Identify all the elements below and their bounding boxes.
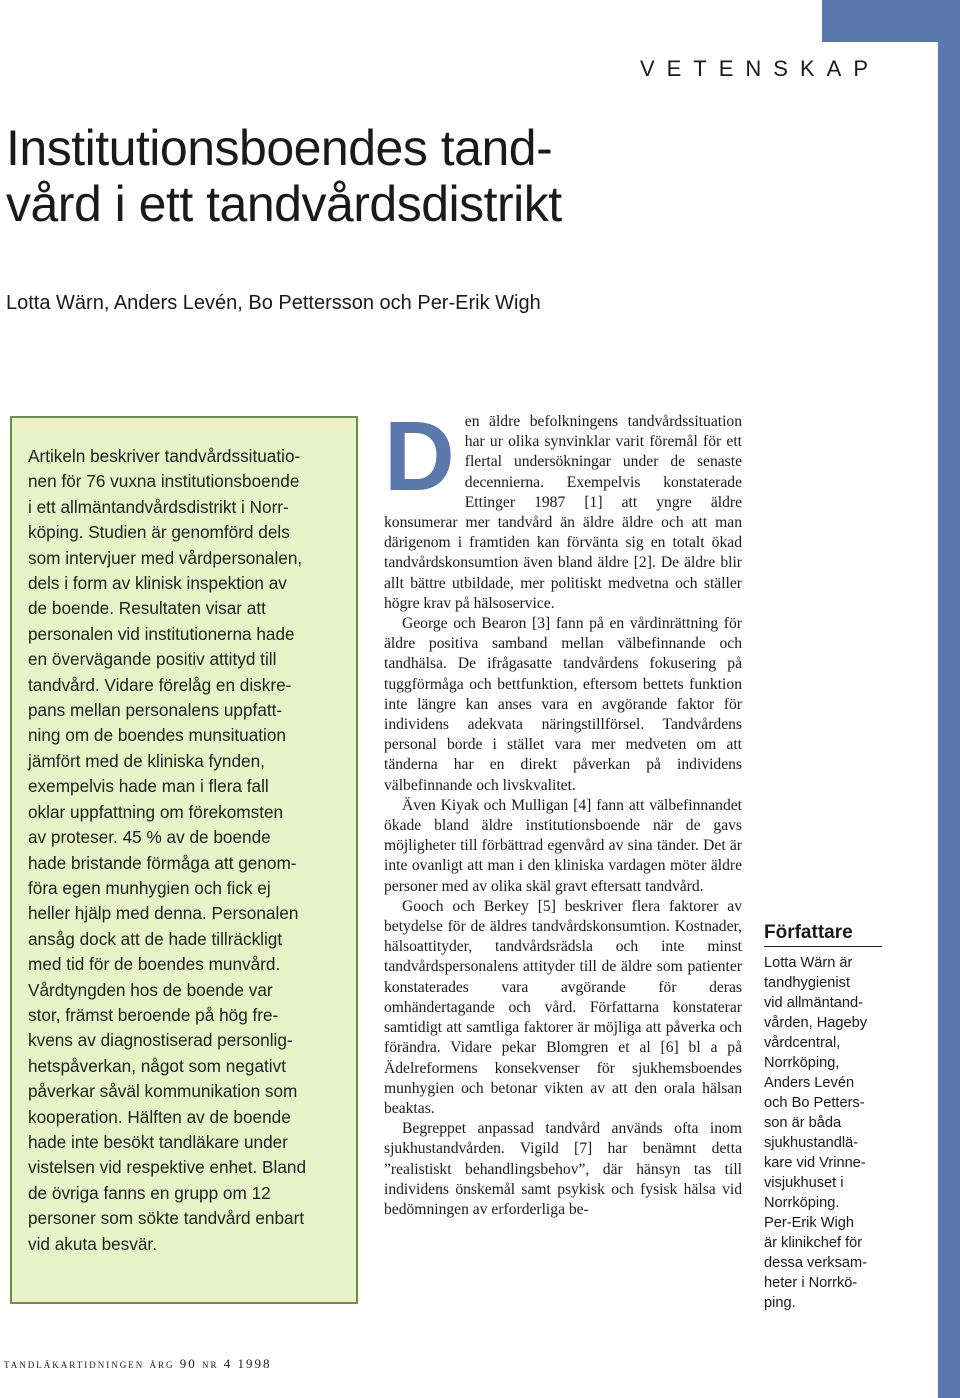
body-paragraph-5: Begreppet anpassad tandvård används ofta inom sjukhustandvården. Vigild [7] har benämnt detta ”realistiskt behandlingsbehov”, där hänsyn tas till individens önskemål samt psykisk och fysisk hälsa vid bedömningen av erforderliga be- [384, 1120, 742, 1218]
author-info-heading: Författare [764, 922, 882, 947]
body-paragraph-2: George och Bearon [3] fann på en vårdinrättning för äldre positiva samband mellan välbefinnande och tandhälsa. De ifrågasatte tandvårdens fokusering på tuggförmåga och bettfunktion, eftersom bettets funktion inte längre kan anses vara en avgörande faktor för individens adekvata näringstillförsel. Tandvårdens personal borde i stället vara mer medveten om att tänderna har en direkt påverkan på individens välbefinnande och livskvalitet. [384, 615, 742, 794]
body-column [384, 401, 742, 1220]
drop-cap: D [384, 401, 455, 511]
body-paragraph-1-text: en äldre befolkningens tandvårdssituation har ur olika synvinklar varit föremål för ett flertal undersökningar under de senaste decennierna. Exempelvis konstaterade Ettinger 1987 [1] att yngre äldre konsumerar mer tandvård än äldre äldre och att man därigenom i framtiden kan förvänta sig en totalt ökad tandvårdskonsumtion även bland äldre [2]. De äldre blir allt bättre utbildade, mer politiskt medvetna och ställer högre krav på hälsoservice. [384, 413, 742, 612]
author-info-text: Lotta Wärn är tandhygienist vid allmäntand- vården, Hageby vårdcentral, Norrköping, Anders Levén och Bo Petters- son är båda sjukhustandlä- kare vid Vrinne- visjukhuset i Norrköping. Per-Erik Wigh är klinikchef för dessa verksam- heter i Norrkö- ping. [764, 955, 868, 1311]
abstract-text: Artikeln beskriver tandvårdssituatio- nen för 76 vuxna institutionsboende i ett allmäntandvårdsdistrikt i Norr- köping. Studien är genomförd dels som intervjuer med vårdpersonalen, dels i form av klinisk inspektion av de boende. Resultaten visar att personalen vid institutionerna hade en övervägande positiv attityd till tandvård. Vidare förelåg en diskre- pans mellan personalens uppfatt- ning om de boendes munsituation jämfört med de kliniska fynden, exempelvis hade man i flera fall oklar uppfattning om förekomsten av proteser. 45 % av de boende hade bristande förmåga att genom- föra egen munhygien och fick ej heller hjälp med denna. Personalen ansåg dock att de hade tillräckligt med tid för de boendes munvård. Vårdtyngden hos de boende var stor, främst beroende på hög fre- kvens av diagnostiserad personlig- hetspåverkan, något som negativt påverkar såväl kommunikation som kooperation. Hälften av de boende hade inte besökt tandläkare under vistelsen vid respektive enhet. Bland de övriga fanns en grupp om 12 personer som sökte tandvård enbart vid akuta besvär. [28, 446, 307, 1254]
section-label: VETENSKAP [639, 56, 880, 81]
accent-bar-side [938, 0, 960, 1398]
article-authors: Lotta Wärn, Anders Levén, Bo Pettersson och Per-Erik Wigh [6, 292, 541, 314]
article-title: Institutionsboendes tand- vård i ett tandvårdsdistrikt [6, 120, 562, 232]
accent-bar-top [822, 0, 938, 42]
abstract-box [10, 416, 358, 1304]
page-footer: tandläkartidningen årg 90 nr 4 1998 [4, 1356, 272, 1371]
body-paragraph-4: Gooch och Berkey [5] beskriver flera faktorer av betydelse för de äldres tandvårdskonsumtion. Kostnader, hälsoattityder, tandvårdsrädsla och inte minst tandvårdspersonalens attityder till de äldre som patienter konstaterades vara avgörande för deras omhändertagande och vård. Författarna konstaterar samtidigt att samtliga faktorer är möjliga att påverka och förändra. Vidare pekar Blomgren et al [6] bl a på Ädelreformens konsekvenser för sjukhemsboendes munhygien och betonar vikten av att den orala hälsan beaktas. [384, 897, 742, 1117]
author-info-box [764, 922, 882, 1313]
body-paragraph-1 [384, 401, 742, 614]
body-paragraph-3: Även Kiyak och Mulligan [4] fann att välbefinnandet ökade bland äldre institutionsboende när de gavs möjligheter till förbättrad egenvård av sina tänder. Det är inte ovanligt att man i den kliniska vardagen möter äldre personer med av olika skäl gravt eftersatt tandvård. [384, 796, 742, 895]
